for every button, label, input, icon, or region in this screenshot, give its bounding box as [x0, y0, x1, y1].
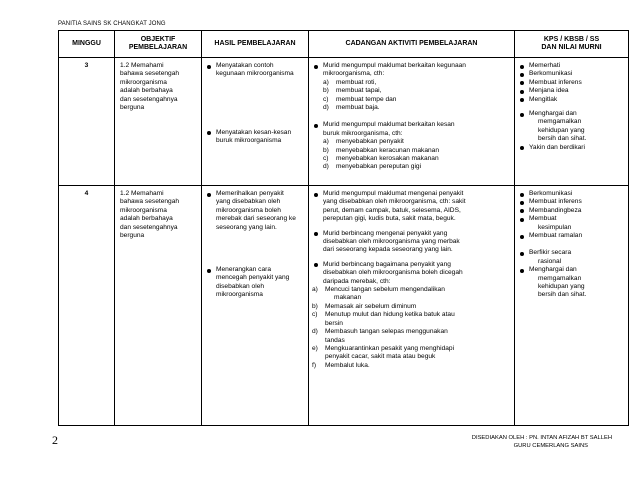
activity-subitem: [323, 96, 466, 104]
bullet-icon: [314, 232, 318, 236]
activity-subitem: [323, 138, 455, 146]
value-item: [520, 266, 624, 300]
activity-line: daripada merebak, cth:: [323, 277, 391, 285]
activity-subitem: [312, 362, 510, 370]
subitem-text: Menutup mulut dan hidung ketika batuk atau: [325, 311, 455, 319]
subitem-key: e): [312, 344, 318, 352]
subitem-text: Mencuci tangan sebelum mengendalikan: [325, 286, 445, 294]
subitem-text: membuat tapai,: [336, 87, 382, 95]
objective-line: dan sesetengahnya: [120, 95, 178, 103]
outcome-item: [207, 266, 304, 300]
subitem-text: Mengkuarantinkan pesakit yang menghidapi: [325, 344, 455, 352]
activity-line: pereputan gigi, kudis buta, sakit mata, beguk.: [323, 215, 456, 223]
outcome-line: merebak dari seseorang ke: [216, 215, 296, 223]
outcomes-cell: [202, 186, 309, 426]
header-cadangan: CADANGAN AKTIVITI PEMBELAJARAN: [309, 31, 515, 58]
subitem-text: menyebabkan kerosakan makanan: [336, 155, 439, 163]
bullet-icon: [207, 131, 211, 135]
activity-subitem: [312, 286, 510, 303]
subitem-key: d): [312, 328, 318, 336]
activity-line: buruk mikroorganisma, cth:: [323, 129, 403, 137]
activity-subitem: [323, 87, 466, 95]
value-item: [520, 215, 624, 232]
bullet-icon: [520, 218, 524, 222]
value-line: rasional: [538, 257, 562, 265]
week-cell: 3: [59, 58, 115, 186]
value-line: memgamalkan: [538, 274, 582, 282]
activity-subitem: [312, 311, 510, 328]
value-item: [520, 110, 624, 144]
footer-line: GURU CEMERLANG SAINS: [513, 442, 588, 449]
outcome-line: mikroorganisma boleh: [216, 206, 281, 214]
activity-subitem: [323, 147, 455, 155]
outcome-line: disebabkan oleh: [216, 282, 265, 290]
table-row-week-3: [59, 58, 629, 186]
subitem-text: Membasuh tangan selepas menggunakan: [325, 328, 448, 336]
activity-line: disebabkan oleh mikroorganisma yang merbak: [323, 238, 460, 246]
header-objektif: [115, 31, 202, 58]
value-line: Membandingbeza: [529, 206, 582, 214]
value-line: Menjana idea: [529, 87, 569, 95]
value-item: [520, 144, 624, 152]
subitem-key: d): [323, 163, 329, 171]
activity-line: Murid mengumpul maklumat berkaitan kesan: [323, 121, 455, 129]
subitem-key: b): [323, 146, 329, 154]
subitem-text: makanan: [334, 294, 362, 302]
subitem-key: b): [312, 302, 318, 310]
outcome-line: mikroorganisma: [216, 291, 263, 299]
objective-line: mikroorganisma: [120, 78, 167, 86]
value-item: [520, 96, 624, 104]
bullet-icon: [520, 113, 524, 117]
value-item: [520, 249, 624, 266]
header-objektif-line2: PEMBELAJARAN: [128, 44, 188, 51]
outcome-item: [207, 129, 304, 146]
header-kps: [515, 31, 629, 58]
value-line: bersih dan sihat.: [538, 135, 587, 143]
bullet-icon: [314, 124, 318, 128]
bullet-icon: [314, 65, 318, 69]
subitem-key: a): [323, 78, 329, 86]
subitem-key: c): [312, 311, 318, 319]
value-item: [520, 232, 624, 240]
activity-subitem: [323, 155, 455, 163]
values-cell: [515, 58, 629, 186]
outcome-line: Memerihalkan penyakit: [216, 190, 284, 197]
values-cell: [515, 186, 629, 426]
outcome-item: [207, 190, 304, 232]
subitem-text: menyebabkan keracunan makanan: [336, 146, 440, 154]
header-minggu: MINGGU: [59, 31, 115, 58]
activity-item: [314, 230, 510, 255]
activity-line: dari seseorang kepada seseorang yang lain.: [323, 246, 453, 254]
objective-line: bahawa sesetengah: [120, 70, 180, 78]
bullet-icon: [520, 252, 524, 256]
objective-line: berguna: [120, 232, 145, 240]
page-header-text: PANITIA SAINS SK CHANGKAT JONG: [58, 21, 166, 27]
activities-cell: [309, 58, 515, 186]
subitem-key: d): [323, 104, 329, 112]
bullet-icon: [207, 193, 211, 197]
value-line: Mengitlak: [529, 95, 558, 103]
value-line: Berkomunikasi: [529, 70, 573, 78]
value-item: [520, 190, 624, 198]
subitem-key: b): [323, 87, 329, 95]
value-item: [520, 70, 624, 78]
bullet-icon: [520, 235, 524, 239]
outcome-line: Menyatakan kesan-kesan: [216, 128, 292, 136]
subitem-key: c): [323, 95, 329, 103]
lesson-plan-table: [58, 30, 629, 426]
objective-cell: [115, 58, 202, 186]
value-line: Memerhati: [529, 62, 561, 69]
value-item: [520, 198, 624, 206]
value-line: Menghargai dan: [529, 266, 577, 274]
objective-line: adalah berbahaya: [120, 87, 173, 95]
subitem-key: a): [323, 138, 329, 146]
outcomes-cell: [202, 58, 309, 186]
objective-line: berguna: [120, 104, 145, 112]
table-row-week-4: [59, 186, 629, 426]
objective-line: 1.2 Memahami: [120, 190, 164, 197]
subitem-text: penyakit cacar, sakit mata atau beguk: [325, 353, 436, 361]
header-objektif-line1: OBJEKTIF: [140, 35, 176, 43]
bullet-icon: [520, 209, 524, 213]
outcome-line: mencegah penyakit yang: [216, 274, 290, 282]
subitem-text: menyebabkan penyakit: [336, 138, 404, 146]
activity-item: [314, 62, 510, 112]
bullet-icon: [520, 73, 524, 77]
outcome-line: yang disebabkan oleh: [216, 198, 281, 206]
value-line: Berfikir secara: [529, 249, 572, 257]
activity-line: Murid mengumpul maklumat berkaitan kegunaan: [323, 62, 466, 69]
bullet-icon: [207, 65, 211, 69]
week-cell: 4: [59, 186, 115, 426]
footer-credit: [422, 435, 612, 450]
page-number: 2: [52, 433, 58, 447]
objective-line: dan sesetengahnya: [120, 223, 178, 231]
subitem-text: tandas: [325, 336, 345, 344]
activity-line: mikroorganisma, cth:: [323, 70, 385, 78]
value-line: Berkomunikasi: [529, 190, 573, 197]
value-item: [520, 62, 624, 70]
value-line: bersih dan sihat.: [538, 291, 587, 299]
value-line: Membuat ramalan: [529, 232, 583, 240]
activity-line: Murid berbincang mengenai penyakit yang: [323, 229, 448, 237]
subitem-text: membuat roti,: [336, 78, 377, 86]
value-line: Menghargai dan: [529, 110, 577, 118]
activity-line: Murid berbincang bagaimana penyakit yang: [323, 260, 451, 268]
outcome-line: seseorang yang lain.: [216, 223, 277, 231]
bullet-icon: [520, 81, 524, 85]
activity-item: [314, 190, 510, 224]
value-line: kehidupan yang: [538, 283, 585, 291]
value-item: [520, 207, 624, 215]
activity-subitem: [312, 328, 510, 345]
objective-line: adalah berbahaya: [120, 215, 173, 223]
value-line: Membuat: [529, 215, 557, 223]
bullet-icon: [520, 65, 524, 69]
activity-line: Murid mengumpul maklumat mengenai penyakit: [323, 190, 464, 197]
value-line: Yakin dan berdikari: [529, 143, 585, 151]
activity-subitem: [323, 163, 455, 171]
bullet-icon: [314, 263, 318, 267]
subitem-text: Memasak air sebelum diminum: [325, 302, 417, 310]
bullet-icon: [207, 269, 211, 273]
subitem-text: bersin: [325, 319, 343, 327]
table-header-row: [59, 31, 629, 58]
value-line: Membuat inferens: [529, 198, 582, 206]
value-item: [520, 79, 624, 87]
activity-subitem: [312, 345, 510, 362]
bullet-icon: [520, 146, 524, 150]
value-item: [520, 87, 624, 95]
objective-line: 1.2 Memahami: [120, 62, 164, 69]
activity-subitem: [323, 79, 466, 87]
subitem-key: f): [312, 361, 317, 369]
subitem-key: c): [323, 155, 329, 163]
value-line: memgamalkan: [538, 118, 582, 126]
outcome-line: Menerangkan cara: [216, 266, 271, 274]
outcome-line: buruk mikroorganisma: [216, 137, 282, 145]
value-line: kehidupan yang: [538, 126, 585, 134]
value-line: kesimpulan: [538, 223, 572, 231]
subitem-key: a): [312, 286, 318, 294]
bullet-icon: [520, 90, 524, 94]
activity-line: yang disebabkan oleh mikroorganisma, cth: sakit: [323, 198, 466, 206]
objective-line: mikroorganisma: [120, 206, 167, 214]
bullet-icon: [520, 193, 524, 197]
activity-item: [314, 121, 510, 171]
bullet-icon: [520, 98, 524, 102]
footer-line: DISEDIAKAN OLEH : PN. INTAN AFIZAH BT SALLEH: [471, 435, 612, 441]
activity-subitem: [312, 303, 510, 311]
activity-line: perut, demam campak, batuk, selesema, AIDS,: [323, 206, 461, 214]
objective-line: bahawa sesetengah: [120, 198, 180, 206]
bullet-icon: [314, 193, 318, 197]
subitem-text: Membalut luka.: [325, 361, 370, 369]
activity-item: [314, 261, 510, 286]
bullet-icon: [520, 269, 524, 273]
subitem-text: membuat baja.: [336, 104, 380, 112]
outcome-line: Menyatakan contoh: [216, 62, 274, 69]
bullet-icon: [520, 201, 524, 205]
activity-line: disebabkan oleh mikroorganisma boleh dicegah: [323, 269, 463, 277]
value-line: Membuat inferens: [529, 78, 582, 86]
activity-subitem: [323, 104, 466, 112]
header-kps-line2: DAN NILAI MURNI: [541, 44, 602, 51]
activities-cell: [309, 186, 515, 426]
subitem-text: menyebabkan pereputan gigi: [336, 163, 422, 171]
objective-cell: [115, 186, 202, 426]
outcome-line: kegunaan mikroorganisma: [216, 70, 294, 78]
header-kps-line1: KPS / KBSB / SS: [543, 35, 600, 43]
header-hasil: HASIL PEMBELAJARAN: [202, 31, 309, 58]
outcome-item: [207, 62, 304, 79]
subitem-text: membuat tempe dan: [336, 95, 397, 103]
